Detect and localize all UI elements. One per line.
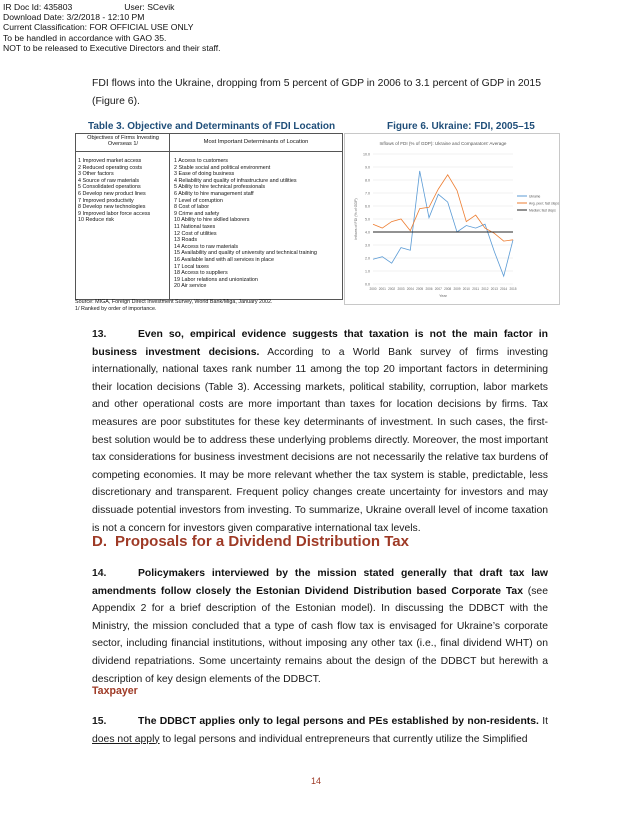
table-col2-header: Most Important Determinants of Location (203, 139, 309, 145)
document-header (3, 2, 221, 53)
objectives-list (78, 158, 150, 224)
y-tick-label-9: 9.0 (365, 165, 370, 170)
y-tick-label-1: 1.0 (365, 269, 370, 274)
y-tick-label-8: 8.0 (365, 178, 370, 183)
para14-lead: Policymakers interviewed by the mission stated generally that draft tax law amendments follow closely the Estonian Dividend Distribution based Corporate Tax (92, 568, 548, 597)
objective-item-1: 1 Improved market access (78, 158, 142, 164)
objective-item-3: 3 Other factors (78, 171, 114, 178)
determinant-item-7: 7 Level of corruption (174, 197, 223, 204)
table-header-divider (76, 151, 342, 152)
para15-number: 15. (92, 716, 107, 727)
determinant-item-15: 15 Availability and quality of university and technical training (174, 250, 317, 257)
y-tick-label-10: 10.0 (363, 152, 370, 157)
objective-item-7: 7 Improved productivity (78, 197, 134, 204)
handling-note: To be handled in accordance with GAO 35. (3, 32, 167, 43)
x-tick-label-10: 2010 (462, 287, 470, 291)
para13-number: 13. (92, 329, 107, 340)
x-tick-label-7: 2007 (434, 287, 442, 291)
objective-item-10: 10 Reduce risk (78, 217, 114, 224)
table3-caption: Table 3. Objective and Determinants of FDI Location (88, 121, 336, 132)
determinant-item-2: 2 Stable social and political environment (174, 164, 271, 171)
para15-text-a: It (542, 716, 549, 727)
download-date: Download Date: 3/2/2018 - 12:10 PM (3, 12, 145, 23)
x-tick-label-13: 2013 (490, 287, 498, 291)
determinant-item-17: 17 Local taxes (174, 263, 209, 270)
table3-footnote: 1/ Ranked by order of importance. (75, 305, 157, 312)
para14-body: (see Appendix 2 for a brief description of the Estonian model). In discussing the DDBCT with the Ministry, the mission concluded that a type of cash flow tax is envisaged for Ukraine’s corporate sector, including financial institutions, without imposing any other tax (i.e., final dividend WHT) on dividend repatriations. Some uncertainty remains about the design of the DDBCT but herewith a description of key design elements of the DDBCT. (92, 585, 548, 685)
determinant-item-20: 20 Air service (174, 283, 207, 290)
paragraph-15 (92, 713, 548, 748)
para14-number: 14. (92, 568, 107, 579)
table-column-divider (169, 134, 170, 299)
determinant-item-16: 16 Available land with all services in place (174, 256, 274, 263)
y-tick-label-6: 6.0 (365, 204, 370, 209)
x-tick-label-11: 2011 (472, 287, 480, 291)
series-line-1 (373, 175, 513, 241)
user-label: User: SCevik (124, 2, 175, 12)
fdi-line-chart (345, 134, 559, 304)
doc-id: IR Doc Id: 435803 (3, 2, 73, 12)
x-tick-label-2: 2002 (388, 287, 396, 291)
objective-item-9: 9 Improved labor force access (78, 210, 151, 217)
intro-paragraph: FDI flows into the Ukraine, dropping from 5 percent of GDP in 2006 to 3.1 percent of GDP in 2015 (Figure 6). (92, 78, 541, 107)
x-tick-label-6: 2006 (425, 287, 433, 291)
para15-underlined: does not apply (92, 733, 160, 745)
para13-lead: Even so, empirical evidence suggests that taxation is not the main factor in business investment decisions. (92, 329, 548, 358)
x-tick-label-14: 2014 (500, 287, 508, 291)
objective-item-5: 5 Consolidated operations (78, 184, 141, 191)
determinant-item-4: 4 Reliability and quality of infrastructure and utilities (174, 177, 297, 184)
x-tick-label-12: 2012 (481, 287, 489, 291)
y-tick-label-0: 0.0 (365, 282, 370, 287)
objective-item-4: 4 Source of raw materials (78, 177, 140, 184)
y-tick-label-2: 2.0 (365, 256, 370, 261)
x-tick-label-4: 2004 (406, 287, 414, 291)
classification: Current Classification: FOR OFFICIAL USE ONLY (3, 22, 194, 33)
determinants-list (174, 158, 317, 290)
figure6-chart-frame (344, 133, 560, 305)
determinant-item-11: 11 National taxes (174, 223, 216, 230)
determinant-item-19: 19 Labor relations and unionization (174, 276, 258, 283)
objective-item-8: 8 Develop new technologies (78, 204, 146, 211)
objective-item-6: 6 Develop new product lines (78, 190, 146, 197)
y-tick-label-5: 5.0 (365, 217, 370, 222)
para13-body: According to a World Bank survey of firms investing internationally, national taxes rank number 11 among the top 20 important factors in determining their location decisions (Table 3). Accessing markets, political stability, corruption, labor markets and other operational costs are more important than taxes for location decisions by firms. Tax measures are poor substitutes for these key determinants of investment. In such cases, the first-best solution would be to address these underlying problems directly. Moreover, the most important tax considerations for business investment decisions are not necessarily the relative tax burdens of competing economies. It may be more relevant whether the tax system is stable, predictable, less discretionary and transparent. Frequent policy changes create uncertainty for investors and may dissuade potential investors from investing. To summarize, Ukraine overall level of income taxation is not a concern for investors given comparative international tax levels. (92, 346, 548, 534)
figure6-caption: Figure 6. Ukraine: FDI, 2005–15 (387, 121, 535, 132)
legend-label-1: Avg. peer; fast steps (529, 201, 559, 206)
table3-notes (75, 299, 273, 312)
section-d-letter: D. (92, 533, 107, 550)
determinant-item-12: 12 Cost of utilities (174, 230, 217, 237)
x-tick-label-1: 2001 (378, 287, 386, 291)
x-tick-label-8: 2008 (444, 287, 452, 291)
y-axis-label: Inflows of FDI (% of GDP) (354, 198, 358, 240)
para15-text-b: to legal persons and individual entrepreneurs that currently utilize the Simplified (162, 733, 528, 745)
objective-item-2: 2 Reduced operating costs (78, 164, 143, 171)
section-d-heading (92, 533, 409, 550)
y-tick-label-7: 7.0 (365, 191, 370, 196)
table-col1-header: Objectives of Firms Investing Overseas 1/ (87, 135, 159, 148)
x-tick-label-9: 2009 (453, 287, 461, 291)
page-number: 14 (311, 776, 322, 786)
determinant-item-6: 6 Ability to hire management staff (174, 190, 254, 197)
determinant-item-8: 8 Cost of labor (174, 204, 210, 211)
x-tick-label-3: 2003 (397, 287, 405, 291)
x-tick-label-0: 2000 (369, 287, 377, 291)
restriction-note: NOT to be released to Executive Directors and their staff. (3, 42, 221, 53)
x-axis-label: Year (439, 294, 447, 298)
determinant-item-3: 3 Ease of doing business (174, 171, 235, 178)
table3 (75, 133, 343, 300)
x-tick-label-5: 2005 (416, 287, 424, 291)
series-line-0 (373, 171, 513, 276)
para15-lead: The DDBCT applies only to legal persons and PEs established by non-residents. (138, 716, 539, 727)
determinant-item-9: 9 Crime and safety (174, 210, 220, 217)
taxpayer-heading: Taxpayer (92, 685, 138, 697)
table3-source: Source: MIGA, Foreign Direct Investment Survey, World Bank/Miga, January 2002. (75, 299, 273, 305)
y-tick-label-3: 3.0 (365, 243, 370, 248)
x-tick-label-15: 2015 (509, 287, 517, 291)
determinant-item-10: 10 Ability to hire skilled laborers (174, 217, 250, 224)
determinant-item-13: 13 Roads (174, 237, 198, 244)
legend-label-0: Ukraine (529, 194, 541, 199)
paragraph-13 (92, 326, 548, 537)
section-d-title: Proposals for a Dividend Distribution Tax (115, 533, 409, 550)
paragraph-14 (92, 565, 548, 688)
chart-title: Inflows of FDI (% of GDP): Ukraine and Comparators' Average (379, 141, 507, 146)
legend-label-2: Median; fast steps (529, 208, 556, 213)
determinant-item-5: 5 Ability to hire technical professionals (174, 184, 266, 191)
determinant-item-14: 14 Access to raw materials (174, 243, 239, 250)
determinant-item-18: 18 Access to suppliers (174, 270, 228, 277)
determinant-item-1: 1 Access to customers (174, 158, 228, 164)
y-tick-label-4: 4.0 (365, 230, 370, 235)
